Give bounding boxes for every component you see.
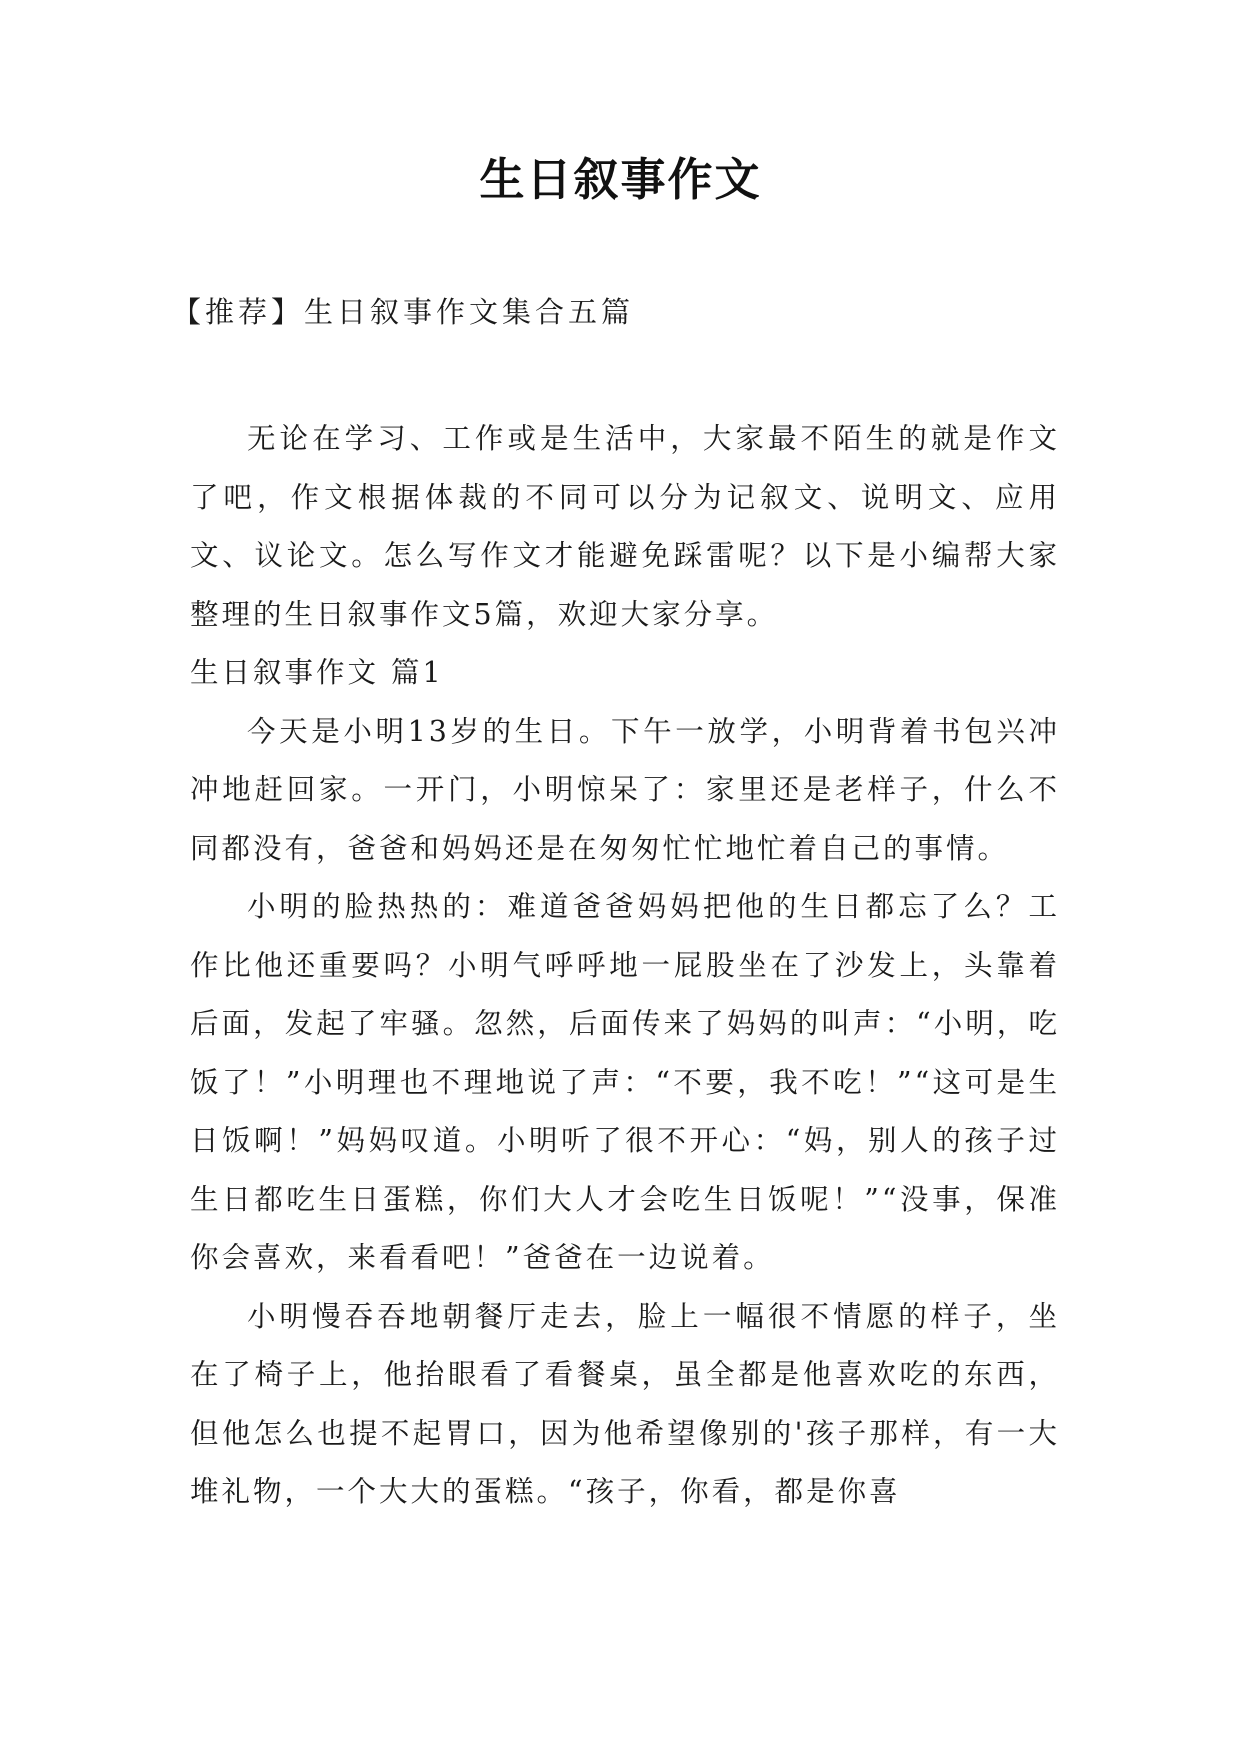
body-paragraph: 小明的脸热热的：难道爸爸妈妈把他的生日都忘了么？工作比他还重要吗？小明气呼呼地一屁股坐在了沙发上，头靠着后面，发起了牢骚。忽然，后面传来了妈妈的叫声：“小明，吃饭了！”小明理也不理地说了声：“不要，我不吃！”“这可是生日饭啊！”妈妈叹道。小明听了很不开心：“妈，别人的孩子过生日都吃生日蛋糕，你们大人才会吃生日饭呢！”“没事，保准你会喜欢，来看看吧！”爸爸在一边说着。	[190, 890, 1060, 1274]
document-body	[190, 410, 1060, 1522]
section-heading: 生日叙事作文 篇1	[190, 656, 444, 689]
intro-paragraph: 无论在学习、工作或是生活中，大家最不陌生的就是作文了吧，作文根据体裁的不同可以分为记叙文、说明文、应用文、议论文。怎么写作文才能避免踩雷呢？以下是小编帮大家整理的生日叙事作文5篇，欢迎大家分享。	[190, 422, 1060, 631]
body-paragraph: 小明慢吞吞地朝餐厅走去，脸上一幅很不情愿的样子，坐在了椅子上，他抬眼看了看餐桌，虽全都是他喜欢吃的东西，但他怎么也提不起胃口，因为他希望像别的'孩子那样，有一大堆礼物，一个大大的蛋糕。“孩子，你看，都是你喜	[190, 1299, 1060, 1508]
document-subtitle: 【推荐】生日叙事作文集合五篇	[172, 295, 635, 329]
body-paragraph: 今天是小明13岁的生日。下午一放学，小明背着书包兴冲冲地赶回家。一开门，小明惊呆了：家里还是老样子，什么不同都没有，爸爸和妈妈还是在匆匆忙忙地忙着自己的事情。	[190, 714, 1060, 865]
document-title: 生日叙事作文	[479, 153, 762, 206]
